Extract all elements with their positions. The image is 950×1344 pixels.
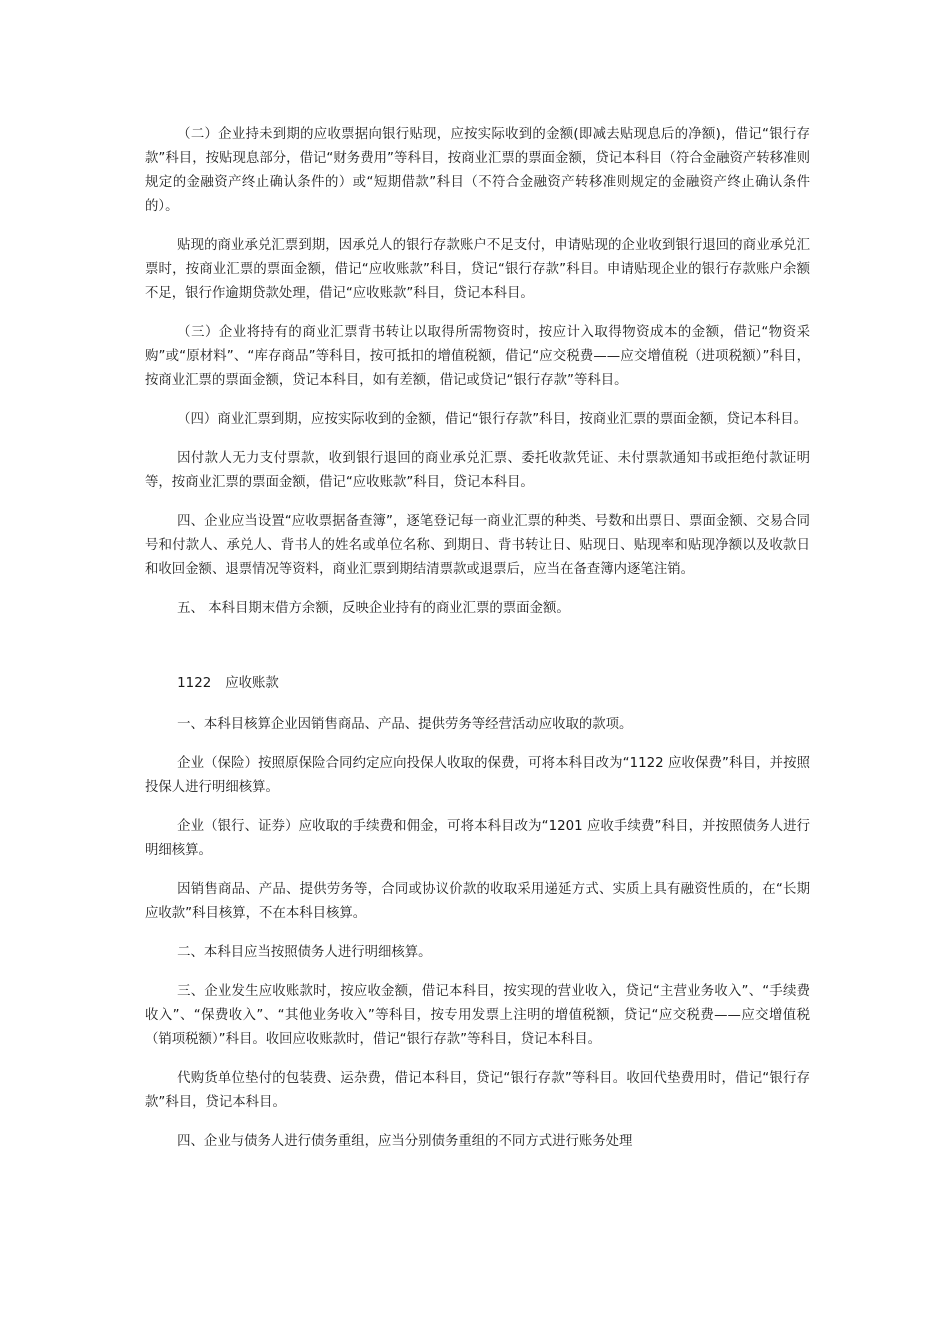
account-title: 应收账款 xyxy=(225,676,279,691)
paragraph-debt-restructuring: 四、企业与债务人进行债务重组，应当分别债务重组的不同方式进行账务处理 xyxy=(177,1134,633,1149)
account-code: 1122 xyxy=(177,676,212,691)
document-body xyxy=(145,123,810,1169)
paragraph-memo-book: 四、企业应当设置“应收票据备查簿”，逐笔登记每一商业汇票的种类、号数和出票日、票面金额、交易合同号和付款人、承兑人、背书人的姓名或单位名称、到期日、背书转让日、贴现日、贴现率和贴现净额以及收款日和收回金额、退票情况等资料，商业汇票到期结清票款或退票后，应当在备查簿内逐笔注销。 xyxy=(145,514,810,577)
paragraph-endorsement-transfer: （三）企业将持有的商业汇票背书转让以取得所需物资时，按应计入取得物资成本的金额，借记“物资采购”或“原材料”、“库存商品”等科目，按可抵扣的增值税额，借记“应交税费——应交增值税（进项税额）”科目，按商业汇票的票面金额，贷记本科目，如有差额，借记或贷记“银行存款”等科目。 xyxy=(145,325,810,388)
paragraph-discounted-bill-due: 贴现的商业承兑汇票到期，因承兑人的银行存款账户不足支付，申请贴现的企业收到银行退回的商业承兑汇票时，按商业汇票的票面金额，借记“应收账款”科目，贷记“银行存款”科目。申请贴现企业的银行存款账户余额不足，银行作逾期贷款处理，借记“应收账款”科目，贷记本科目。 xyxy=(145,238,810,301)
paragraph-receivable-recognition: 三、企业发生应收账款时，按应收金额，借记本科目，按实现的营业收入，贷记“主营业务收入”、“手续费收入”、“保费收入”、“其他业务收入”等科目，按专用发票上注明的增值税额，贷记“应交税费——应交增值税（销项税额）”科目。收回应收账款时，借记“银行存款”等科目，贷记本科目。 xyxy=(145,984,810,1047)
paragraph-bank-securities: 企业（银行、证券）应收取的手续费和佣金，可将本科目改为“1201 应收手续费”科目，并按照债务人进行明细核算。 xyxy=(145,819,810,858)
paragraph-scope: 一、本科目核算企业因销售商品、产品、提供劳务等经营活动应收取的款项。 xyxy=(177,717,633,732)
paragraph-insurance: 企业（保险）按照原保险合同约定应向投保人收取的保费，可将本科目改为“1122 应收保费”科目，并按照投保人进行明细核算。 xyxy=(145,756,810,795)
section-spacer xyxy=(145,636,810,672)
paragraph-period-end-balance: 五、 本科目期末借方余额，反映企业持有的商业汇票的票面金额。 xyxy=(177,601,570,616)
paragraph-payer-unable-to-pay: 因付款人无力支付票款，收到银行退回的商业承兑汇票、委托收款凭证、未付票款通知书或拒绝付款证明等，按商业汇票的票面金额，借记“应收账款”科目，贷记本科目。 xyxy=(145,451,810,490)
paragraph-advanced-fees: 代购货单位垫付的包装费、运杂费，借记本科目，贷记“银行存款”等科目。收回代垫费用时，借记“银行存款”科目，贷记本科目。 xyxy=(145,1071,810,1110)
paragraph-bill-maturity: （四）商业汇票到期，应按实际收到的金额，借记“银行存款”科目，按商业汇票的票面金额，贷记本科目。 xyxy=(177,412,807,427)
section-heading xyxy=(145,672,810,696)
paragraph-discounting: （二）企业持未到期的应收票据向银行贴现，应按实际收到的金额(即减去贴现息后的净额)，借记“银行存款”科目，按贴现息部分，借记“财务费用”等科目，按商业汇票的票面金额，贷记本科目（符合金融资产转移准则规定的金融资产终止确认条件的）或“短期借款”科目（不符合金融资产转移准则规定的金融资产终止确认条件的）。 xyxy=(145,127,810,214)
paragraph-deferred-payment: 因销售商品、产品、提供劳务等，合同或协议价款的收取采用递延方式、实质上具有融资性质的，在“长期应收款”科目核算，不在本科目核算。 xyxy=(145,882,810,921)
paragraph-detail-accounting: 二、本科目应当按照债务人进行明细核算。 xyxy=(177,945,432,960)
